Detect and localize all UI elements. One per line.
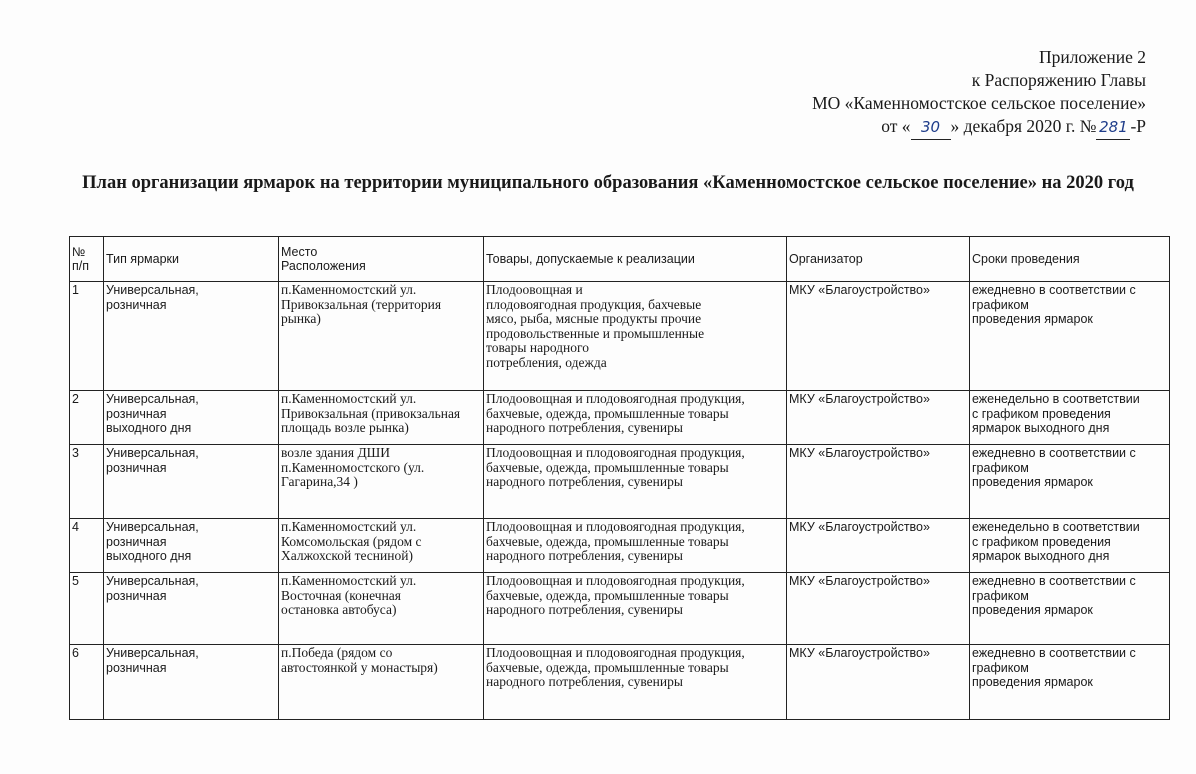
table-row xyxy=(70,282,1170,391)
date-suffix: -Р xyxy=(1130,116,1146,136)
appendix-reference: к Распоряжению Главы xyxy=(971,70,1146,90)
row-number: 6 xyxy=(70,645,104,720)
goods: Плодоовощная и плодовоягодная продукция, бахчевые, одежда, промышленные товары народного потребления, сувениры xyxy=(484,519,787,573)
table-row xyxy=(70,391,1170,445)
goods: Плодоовощная и плодовоягодная продукция, бахчевые, одежда, промышленные товары народного потребления, сувениры xyxy=(484,573,787,645)
schedule: ежедневно в соответствии с графиком проведения ярмарок xyxy=(970,282,1170,391)
fair-type: Универсальная, розничная xyxy=(104,445,279,519)
order-date-line xyxy=(812,115,1146,140)
fair-type: Универсальная, розничная xyxy=(104,573,279,645)
appendix-header xyxy=(812,46,1146,140)
goods: Плодоовощная и плодовоягодная продукция, бахчевые, одежда, промышленные товары народного потребления, сувениры xyxy=(484,445,787,519)
municipality-name: МО «Каменномостское сельское поселение» xyxy=(812,93,1146,113)
table-row xyxy=(70,573,1170,645)
row-number: 3 xyxy=(70,445,104,519)
organizer: МКУ «Благоустройство» xyxy=(787,445,970,519)
handwritten-day: 30 xyxy=(911,116,951,140)
row-number: 5 xyxy=(70,573,104,645)
header-organizer: Организатор xyxy=(787,237,970,282)
table-row xyxy=(70,645,1170,720)
header-number: № п/п xyxy=(70,237,104,282)
row-number: 2 xyxy=(70,391,104,445)
location: п.Каменномостский ул. Привокзальная (привокзальная площадь возле рынка) xyxy=(279,391,484,445)
goods: Плодоовощная и плодовоягодная продукция, бахчевые, одежда, промышленные товары народного потребления, сувениры xyxy=(484,645,787,720)
goods: Плодоовощная и плодовоягодная продукция, бахчевые, одежда, промышленные товары народного потребления, сувениры xyxy=(484,391,787,445)
organizer: МКУ «Благоустройство» xyxy=(787,519,970,573)
location: п.Победа (рядом со автостоянкой у монастыря) xyxy=(279,645,484,720)
schedule: еженедельно в соответствии с графиком проведения ярмарок выходного дня xyxy=(970,519,1170,573)
table-row xyxy=(70,445,1170,519)
date-middle: » декабря 2020 г. № xyxy=(950,116,1097,136)
header-location: Место Расположения xyxy=(279,237,484,282)
document-title: План организации ярмарок на территории муниципального образования «Каменномостское сельское поселение» на 2020 год xyxy=(82,173,1134,193)
table-header-row xyxy=(70,237,1170,282)
row-number: 1 xyxy=(70,282,104,391)
handwritten-number: 281 xyxy=(1096,116,1130,140)
location: возле здания ДШИ п.Каменномостского (ул. Гагарина,34 ) xyxy=(279,445,484,519)
date-prefix: от « xyxy=(881,116,911,136)
schedule: ежедневно в соответствии с графиком проведения ярмарок xyxy=(970,445,1170,519)
header-schedule: Сроки проведения xyxy=(970,237,1170,282)
header-goods: Товары, допускаемые к реализации xyxy=(484,237,787,282)
schedule: ежедневно в соответствии с графиком проведения ярмарок xyxy=(970,645,1170,720)
schedule: ежедневно в соответствии с графиком проведения ярмарок xyxy=(970,573,1170,645)
location: п.Каменномостский ул. Привокзальная (территория рынка) xyxy=(279,282,484,391)
header-fair-type: Тип ярмарки xyxy=(104,237,279,282)
fairs-table xyxy=(69,236,1170,720)
organizer: МКУ «Благоустройство» xyxy=(787,282,970,391)
fair-type: Универсальная, розничная выходного дня xyxy=(104,519,279,573)
organizer: МКУ «Благоустройство» xyxy=(787,391,970,445)
appendix-number: Приложение 2 xyxy=(1038,47,1146,67)
organizer: МКУ «Благоустройство» xyxy=(787,573,970,645)
organizer: МКУ «Благоустройство» xyxy=(787,645,970,720)
table-row xyxy=(70,519,1170,573)
fair-type: Универсальная, розничная xyxy=(104,645,279,720)
goods: Плодоовощная и плодовоягодная продукция, бахчевые мясо, рыба, мясные продукты прочие продовольственные и промышленные товары народного потребления, одежда xyxy=(484,282,787,391)
fair-type: Универсальная, розничная выходного дня xyxy=(104,391,279,445)
fair-type: Универсальная, розничная xyxy=(104,282,279,391)
location: п.Каменномостский ул. Комсомольская (рядом с Халжохской тесниной) xyxy=(279,519,484,573)
row-number: 4 xyxy=(70,519,104,573)
schedule: еженедельно в соответствии с графиком проведения ярмарок выходного дня xyxy=(970,391,1170,445)
location: п.Каменномостский ул. Восточная (конечная остановка автобуса) xyxy=(279,573,484,645)
